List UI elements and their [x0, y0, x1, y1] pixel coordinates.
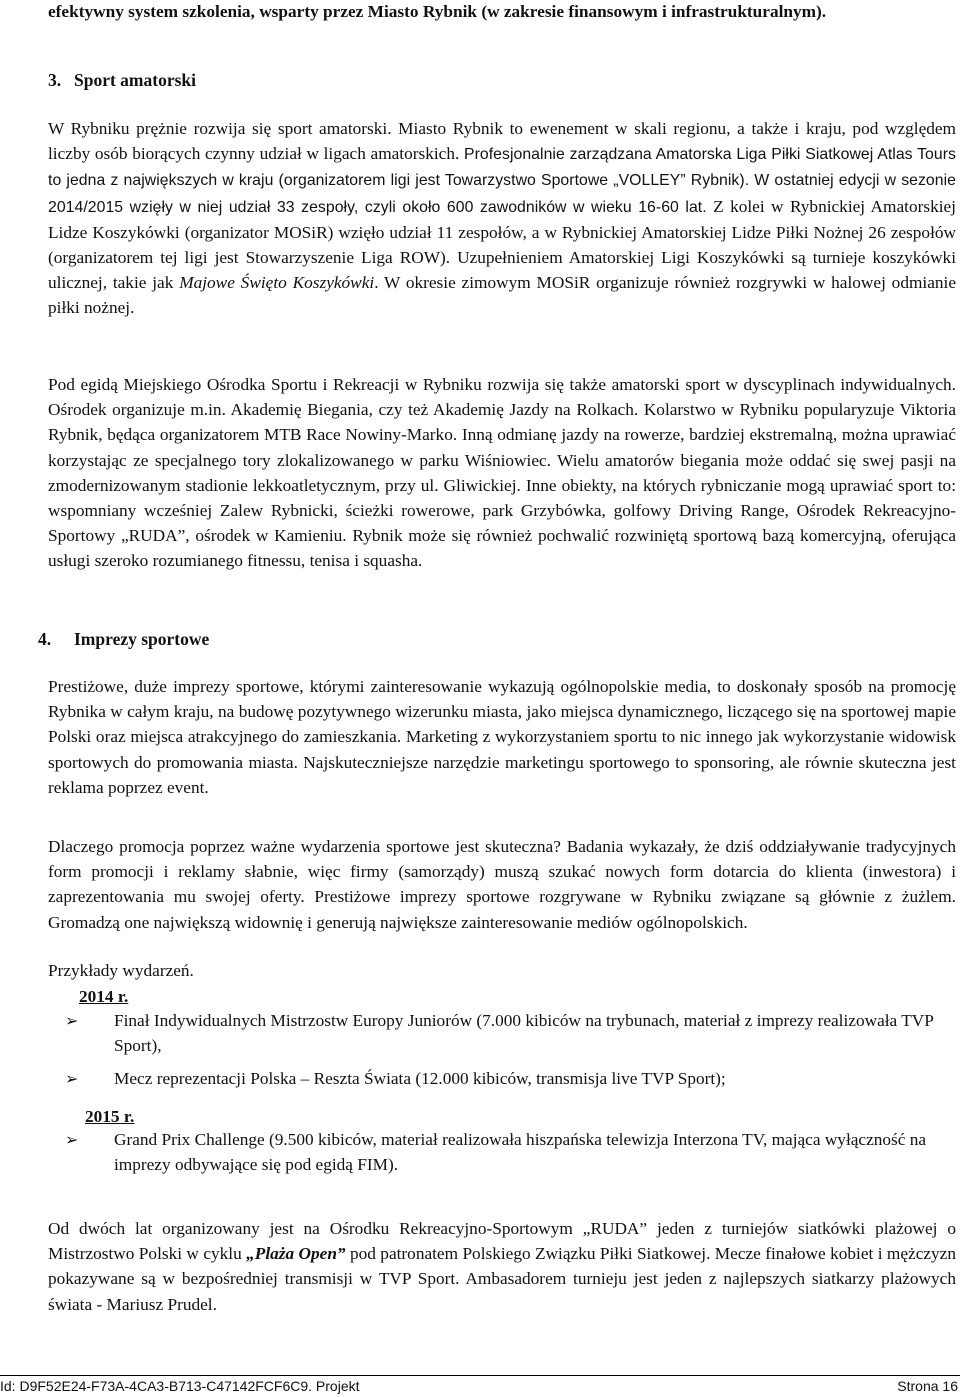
- event-text: Grand Prix Challenge (9.500 kibiców, materiał realizowała hiszpańska telewizja Interzona TV, mająca wyłączność na imprezy odbywające się pod egidą FIM).: [114, 1130, 927, 1175]
- section-4-title: Imprezy sportowe: [74, 629, 210, 649]
- section-3-heading: [48, 68, 196, 93]
- event-list-item: [48, 1066, 956, 1091]
- section-4-paragraph-2: [48, 834, 956, 935]
- document-id: Id: D9F52E24-F73A-4CA3-B713-C47142FCF6C9. Projekt: [0, 1378, 360, 1394]
- event-text: Finał Indywidualnych Mistrzostw Europy Juniorów (7.000 kibiców na trybunach, materiał z imprezy realizowała TVP Sport),: [114, 1011, 934, 1056]
- page-number: Strona 16: [897, 1378, 958, 1394]
- section-4-number: 4.: [38, 629, 52, 649]
- section-4-p2-text: Dlaczego promocja poprzez ważne wydarzenia sportowe jest skuteczna? Badania wykazały, że dziś oddziaływanie tradycyjnych form promocji i reklamy słabnie, więc firmy (samorządy) muszą szukać nowych form dotarcia do klienta (inwestora) i zaprezentowania mu swojej oferty. Prestiżowe imprezy sportowe rozgrywane w Rybniku związane są głównie z żużlem. Gromadzą one największą widownię i generują największe zainteresowanie mediów ogólnopolskich.: [48, 837, 956, 932]
- page-footer: [0, 1375, 960, 1397]
- year-2015-label: 2015 r.: [85, 1107, 135, 1126]
- section-3-p1-italic: Majowe Święto Koszykówki: [179, 273, 375, 293]
- section-3-p1-part-b: Profesjonalnie zarządzana Amatorska Liga Piłki Siatkowej Atlas Tours to jedna z największych w kraju (organizatorem ligi jest Towarzystwo Sportowe „VOLLEY” Rybnik). W ostatniej edycji w sezonie 2014/2015 wzięły w niej udział 33 zespoły, czyli około 600 zawodników w wieku 16-60 lat.: [48, 146, 956, 216]
- section-4-heading: [38, 627, 209, 652]
- section-4-p3-part-a: Od dwóch lat organizowany jest na Ośrodku Rekreacyjno-Sportowym „RUDA” jeden z turniejów siatkówki plażowej o Mistrzostwo Polski w cyklu: [48, 1219, 956, 1264]
- section-3-p1-part-a: W Rybniku prężnie rozwija się sport amatorski. Miasto Rybnik to ewenement w skali regionu, a także i kraju, pod względem liczby osób biorących czynny udział w ligach amatorskich.: [48, 119, 956, 164]
- section-3-p1-part-c: Z kolei w Rybnickiej Amatorskiej Lidze Koszykówki (organizator MOSiR) wzięło udział 11 zespołów, a w Rybnickiej Amatorskiej Lidze Piłki Nożnej 26 zespołów (organizatorem tej ligi jest Stowarzyszenie Liga ROW). Uzupełnieniem Amatorskiej Ligi Koszykówki są turnieje koszykówki ulicznej, takie jak: [48, 196, 956, 293]
- section-3-p2-text: Pod egidą Miejskiego Ośrodka Sportu i Rekreacji w Rybniku rozwija się także amatorski sport w dyscyplinach indywidualnych. Ośrodek organizuje m.in. Akademię Biegania, czy też Akademię Jazdy na Rolkach. Kolarstwo w Rybniku popularyzuje Viktoria Rybnik, będąca organizatorem MTB Race Nowiny-Marko. Inną odmianę jazdy na rowerze, bardziej ekstremalną, można uprawiać korzystając ze specjalnego tory zlokalizowanego w parku Wiśniowiec. Wielu amatorów biegania może oddać się swej pasji na zmodernizowanym stadionie lekkoatletycznym, przy ul. Gliwickiej. Inne obiekty, na których rybniczanie mogą uprawiać sport to: wspomniany wcześniej Zalew Rybnicki, ścieżki rowerowe, park Grzybówka, golfowy Driving Range, Ośrodek Rekreacyjno-Sportowy „RUDA”, ośrodek w Kamieniu. Rybnik może się również pochwalić rozwiniętą sportową bazą komercyjną, oferująca usługi szeroko rozumianego fitnessu, tenisa i squasha.: [48, 375, 956, 571]
- examples-label: Przykłady wydarzeń.: [48, 961, 194, 980]
- section-4-p1-text: Prestiżowe, duże imprezy sportowe, którymi zainteresowanie wykazują ogólnopolskie media, to doskonały sposób na promocję Rybnika w całym kraju, na budowę pozytywnego wizerunku miasta, jako miejsca dynamicznego, liczącego się na sportowej mapie Polski oraz miejsca atrakcyjnego do zamieszkania. Marketing z wykorzystaniem sportu to nic innego jak wykorzystanie widowisk sportowych do promowania miasta. Najskuteczniejsze narzędzie marketingu sportowego to sponsoring, ale równie skuteczna jest reklama poprzez event.: [48, 677, 956, 797]
- section-3-number: 3.: [48, 70, 62, 90]
- section-3-paragraph-1: [48, 116, 956, 321]
- intro-paragraph: [48, 0, 956, 24]
- section-3-title: Sport amatorski: [74, 70, 197, 90]
- section-4-p3-part-b: pod patronatem Polskiego Związku Piłki Siatkowej. Mecze finałowe kobiet i mężczyzn pokazywane są w bezpośredniej transmisji w TVP Sport. Ambasadorem turnieju jest jeden z najlepszych siatkarzy plażowych świata - Mariusz Prudel.: [48, 1244, 956, 1314]
- section-4-paragraph-3: [48, 1216, 956, 1317]
- arrow-bullet-icon: ➢: [65, 1011, 79, 1030]
- plaza-open-name: „Plaża Open”: [246, 1244, 346, 1264]
- section-3-p1-part-d: . W okresie zimowym MOSiR organizuje również rozgrywki w halowej odmianie piłki nożnej.: [48, 273, 956, 318]
- arrow-bullet-icon: ➢: [65, 1069, 79, 1088]
- arrow-bullet-icon: ➢: [65, 1130, 79, 1149]
- section-4-paragraph-1: [48, 674, 956, 800]
- event-list-item: [48, 1008, 956, 1058]
- section-3-paragraph-2: [48, 372, 956, 574]
- year-2014-label: 2014 r.: [79, 987, 129, 1006]
- event-text: Mecz reprezentacji Polska – Reszta Świata (12.000 kibiców, transmisja live TVP Sport);: [114, 1069, 726, 1088]
- event-list-item: [48, 1127, 956, 1177]
- intro-text: efektywny system szkolenia, wsparty przez Miasto Rybnik (w zakresie finansowym i infrastrukturalnym).: [48, 2, 827, 21]
